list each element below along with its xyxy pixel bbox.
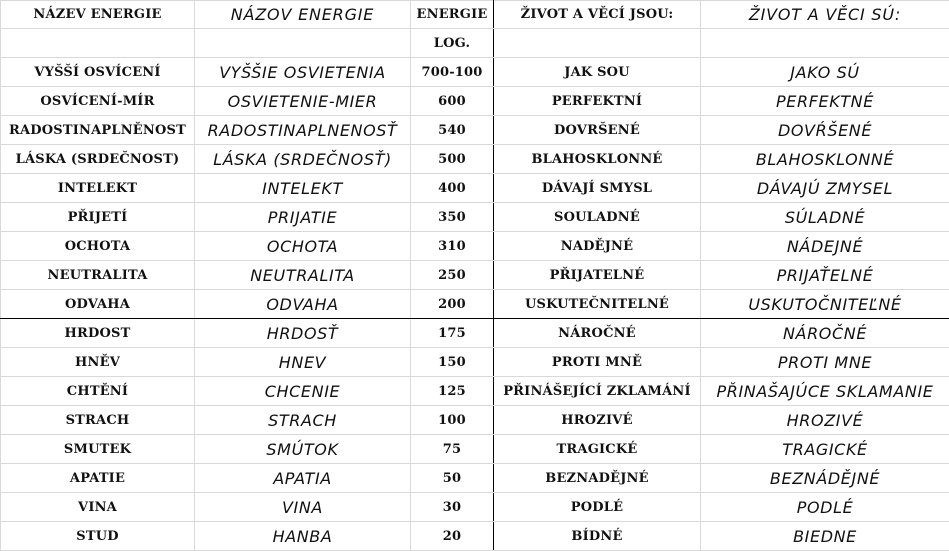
empty-cell[interactable] (701, 29, 949, 58)
cell-cz-name[interactable]: LÁSKA (SRDEČNOST) (1, 145, 195, 174)
cell-cz-name[interactable]: APATIE (1, 464, 195, 493)
cell-cz-name[interactable]: PŘIJETÍ (1, 203, 195, 232)
cell-sk-life[interactable]: PRIJAŤELNÉ (701, 261, 949, 290)
cell-energy[interactable]: 310 (411, 232, 494, 261)
table-row (1, 87, 949, 116)
cell-cz-life[interactable]: NADĚJNÉ (494, 232, 701, 261)
cell-cz-life[interactable]: PROTI MNĚ (494, 348, 701, 377)
cell-cz-name[interactable]: CHTĚNÍ (1, 377, 195, 406)
empty-cell[interactable] (494, 29, 701, 58)
cell-sk-life[interactable]: BEZNÁDĚJNÉ (701, 464, 949, 493)
cell-energy[interactable]: 540 (411, 116, 494, 145)
cell-sk-life[interactable]: SÚLADNÉ (701, 203, 949, 232)
header-cz-life[interactable]: ŽIVOT A VĚCÍ JSOU: (494, 1, 701, 29)
cell-cz-life[interactable]: DÁVAJÍ SMYSL (494, 174, 701, 203)
cell-sk-life[interactable]: NÁDEJNÉ (701, 232, 949, 261)
cell-sk-life[interactable]: PERFEKTNÉ (701, 87, 949, 116)
cell-sk-name[interactable]: CHCENIE (195, 377, 411, 406)
cell-energy[interactable]: 200 (411, 290, 494, 319)
header-energy[interactable]: ENERGIE (411, 1, 494, 29)
table-row (1, 348, 949, 377)
cell-sk-life[interactable]: BLAHOSKLONNÉ (701, 145, 949, 174)
cell-sk-life[interactable]: USKUTOČNITEĽNÉ (701, 290, 949, 319)
cell-cz-life[interactable]: JAK SOU (494, 58, 701, 87)
cell-cz-name[interactable]: ODVAHA (1, 290, 195, 319)
cell-cz-name[interactable]: OCHOTA (1, 232, 195, 261)
table-row (1, 435, 949, 464)
cell-cz-life[interactable]: PŘIJATELNÉ (494, 261, 701, 290)
cell-cz-name[interactable]: STUD (1, 522, 195, 551)
cell-sk-name[interactable]: OSVIETENIE-MIER (195, 87, 411, 116)
table-row (1, 464, 949, 493)
cell-cz-name[interactable]: RADOSTINAPLNĚNOST (1, 116, 195, 145)
cell-cz-life[interactable]: PŘINÁŠEJÍCÍ ZKLAMÁNÍ (494, 377, 701, 406)
header-energy-log[interactable]: LOG. (411, 29, 494, 58)
table-row (1, 319, 949, 348)
cell-sk-name[interactable]: STRACH (195, 406, 411, 435)
cell-cz-name[interactable]: NEUTRALITA (1, 261, 195, 290)
cell-energy[interactable]: 350 (411, 203, 494, 232)
header-sk-name[interactable]: NÁZOV ENERGIE (195, 1, 411, 29)
table-row (1, 493, 949, 522)
cell-sk-name[interactable]: APATIA (195, 464, 411, 493)
cell-cz-name[interactable]: OSVÍCENÍ-MÍR (1, 87, 195, 116)
empty-cell[interactable] (1, 29, 195, 58)
cell-energy[interactable]: 125 (411, 377, 494, 406)
cell-sk-life[interactable]: TRAGICKÉ (701, 435, 949, 464)
cell-cz-name[interactable]: HNĚV (1, 348, 195, 377)
table-row (1, 232, 949, 261)
cell-cz-life[interactable]: SOULADNÉ (494, 203, 701, 232)
header-row (1, 1, 949, 29)
table-row (1, 203, 949, 232)
cell-sk-life[interactable]: NÁROČNÉ (701, 319, 949, 348)
cell-cz-life[interactable]: DOVRŠENÉ (494, 116, 701, 145)
cell-sk-name[interactable]: SMÚTOK (195, 435, 411, 464)
cell-sk-name[interactable]: VYŠŠIE OSVIETENIA (195, 58, 411, 87)
cell-sk-life[interactable]: PŘINAŠAJÚCE SKLAMANIE (701, 377, 949, 406)
cell-sk-name[interactable]: OCHOTA (195, 232, 411, 261)
cell-cz-life[interactable]: BÍDNÉ (494, 522, 701, 551)
cell-sk-name[interactable]: ODVAHA (195, 290, 411, 319)
cell-cz-life[interactable]: TRAGICKÉ (494, 435, 701, 464)
cell-sk-name[interactable]: HANBA (195, 522, 411, 551)
cell-sk-name[interactable]: HRDOSŤ (195, 319, 411, 348)
cell-cz-name[interactable]: INTELEKT (1, 174, 195, 203)
cell-cz-name[interactable]: SMUTEK (1, 435, 195, 464)
cell-cz-life[interactable]: USKUTEČNITELNÉ (494, 290, 701, 319)
cell-energy[interactable]: 150 (411, 348, 494, 377)
cell-sk-name[interactable]: NEUTRALITA (195, 261, 411, 290)
cell-energy[interactable]: 400 (411, 174, 494, 203)
cell-cz-name[interactable]: HRDOST (1, 319, 195, 348)
cell-cz-life[interactable]: BLAHOSKLONNÉ (494, 145, 701, 174)
cell-energy[interactable]: 30 (411, 493, 494, 522)
cell-sk-life[interactable]: JAKO SÚ (701, 58, 949, 87)
empty-cell[interactable] (195, 29, 411, 58)
cell-energy[interactable]: 700-100 (411, 58, 494, 87)
table-row (1, 145, 949, 174)
table-row (1, 116, 949, 145)
table-row (1, 174, 949, 203)
cell-energy[interactable]: 20 (411, 522, 494, 551)
cell-cz-life[interactable]: BEZNADĚJNÉ (494, 464, 701, 493)
cell-sk-name[interactable]: LÁSKA (SRDEČNOSŤ) (195, 145, 411, 174)
header-row-2 (1, 29, 949, 58)
table-row (1, 377, 949, 406)
cell-sk-life[interactable]: PROTI MNE (701, 348, 949, 377)
cell-sk-life[interactable]: BIEDNE (701, 522, 949, 551)
table-row (1, 290, 949, 319)
table-row (1, 58, 949, 87)
cell-sk-name[interactable]: HNEV (195, 348, 411, 377)
cell-sk-life[interactable]: DOVŔŠENÉ (701, 116, 949, 145)
cell-energy[interactable]: 50 (411, 464, 494, 493)
cell-cz-name[interactable]: VYŠŠÍ OSVÍCENÍ (1, 58, 195, 87)
cell-sk-name[interactable]: INTELEKT (195, 174, 411, 203)
cell-cz-name[interactable]: STRACH (1, 406, 195, 435)
cell-energy[interactable]: 100 (411, 406, 494, 435)
table-row (1, 522, 949, 551)
cell-cz-life[interactable]: NÁROČNÉ (494, 319, 701, 348)
header-sk-life[interactable]: ŽIVOT A VĚCI SÚ: (701, 1, 949, 29)
cell-energy[interactable]: 600 (411, 87, 494, 116)
cell-sk-life[interactable]: PODLÉ (701, 493, 949, 522)
cell-cz-life[interactable]: PODLÉ (494, 493, 701, 522)
header-cz-name[interactable]: NÁZEV ENERGIE (1, 1, 195, 29)
cell-cz-name[interactable]: VINA (1, 493, 195, 522)
cell-sk-life[interactable]: HROZIVÉ (701, 406, 949, 435)
cell-cz-life[interactable]: HROZIVÉ (494, 406, 701, 435)
cell-energy[interactable]: 500 (411, 145, 494, 174)
cell-energy[interactable]: 75 (411, 435, 494, 464)
cell-sk-name[interactable]: VINA (195, 493, 411, 522)
cell-energy[interactable]: 250 (411, 261, 494, 290)
cell-sk-life[interactable]: DÁVAJÚ ZMYSEL (701, 174, 949, 203)
cell-cz-life[interactable]: PERFEKTNÍ (494, 87, 701, 116)
table-row (1, 261, 949, 290)
table-row (1, 406, 949, 435)
cell-energy[interactable]: 175 (411, 319, 494, 348)
cell-sk-name[interactable]: PRIJATIE (195, 203, 411, 232)
cell-sk-name[interactable]: RADOSTINAPLNENOSŤ (195, 116, 411, 145)
